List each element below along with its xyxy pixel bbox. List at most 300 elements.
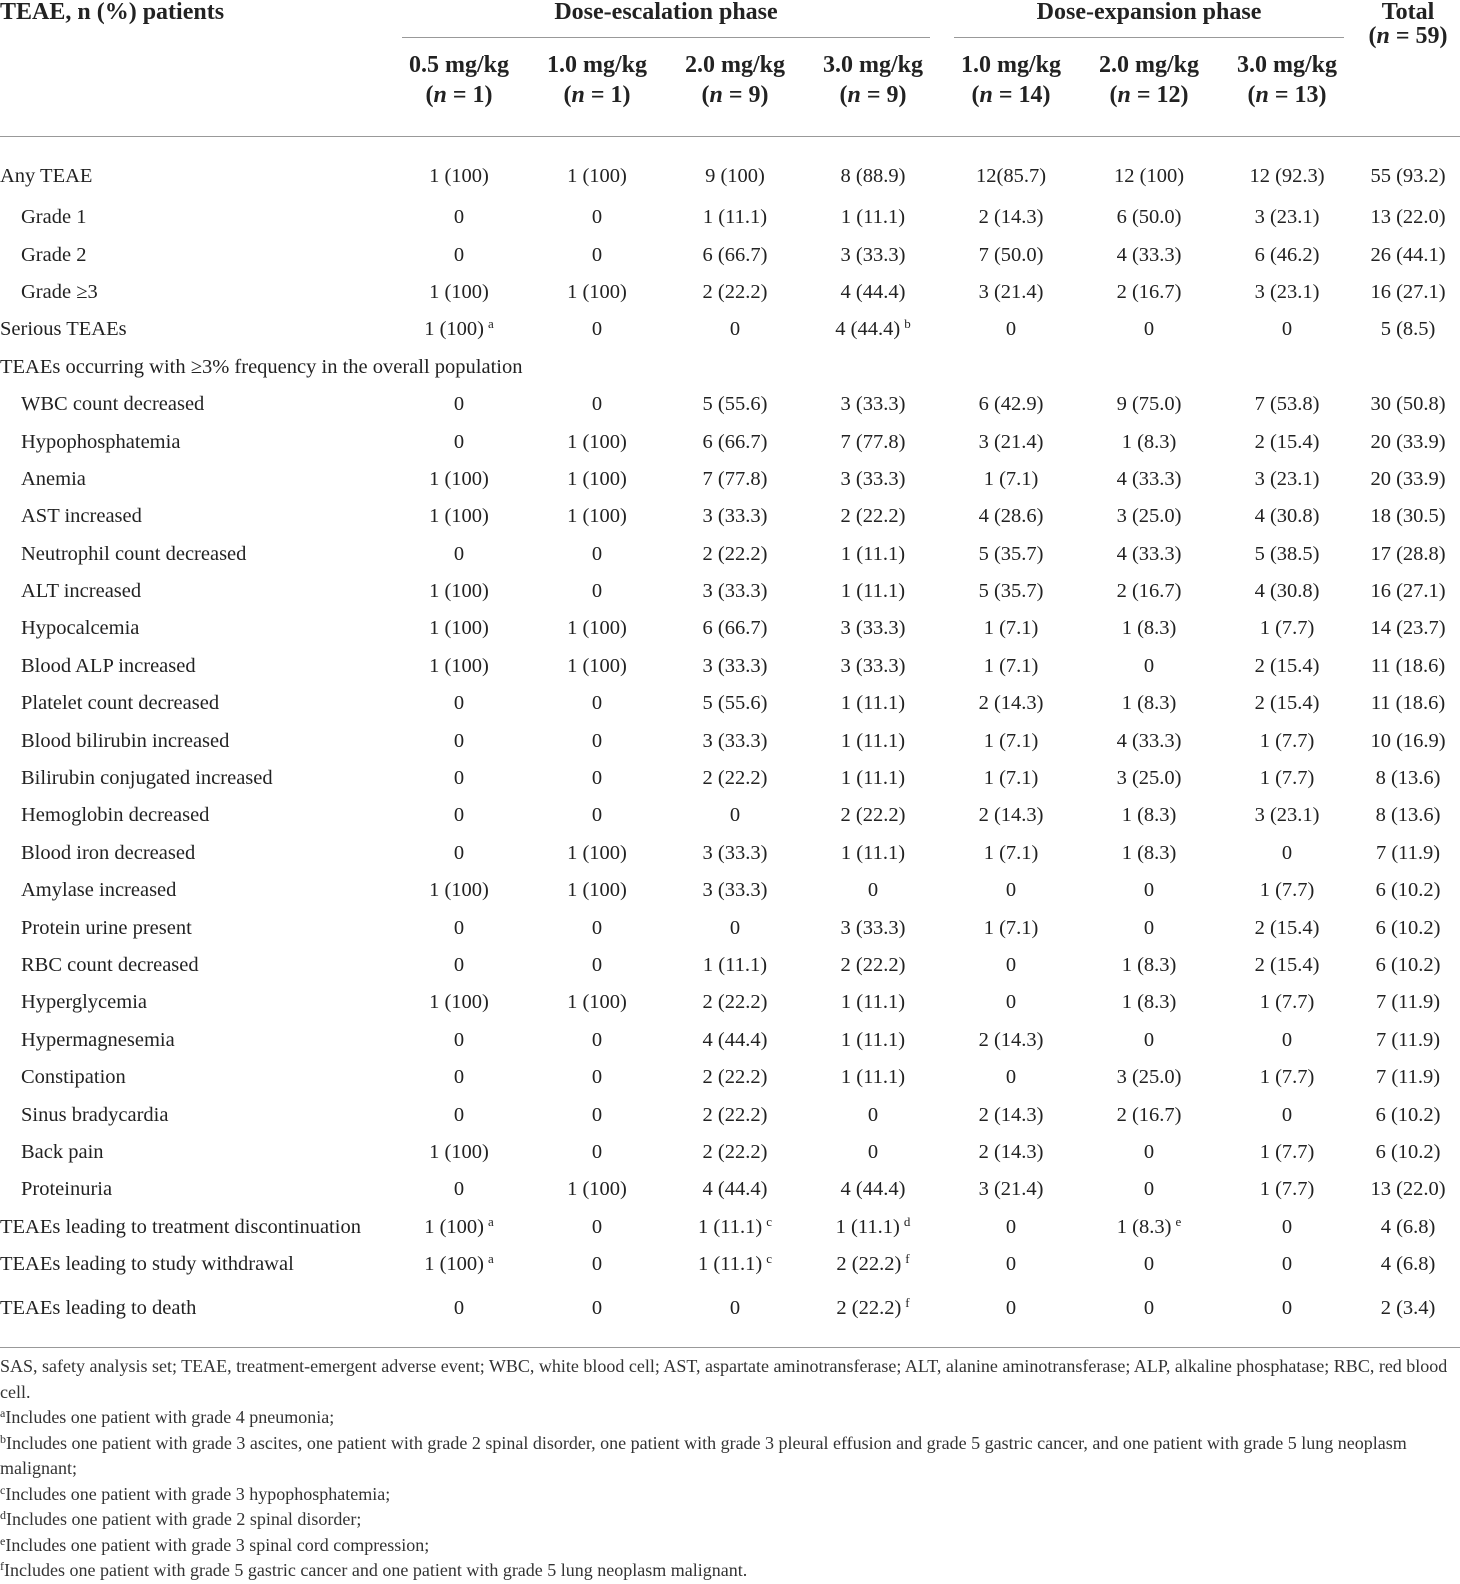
- row-label: Grade 2: [21, 243, 87, 266]
- footnote: [0, 1431, 1460, 1482]
- total-n: (n = 59): [1368, 23, 1448, 49]
- table-cell: 1 (100): [429, 991, 489, 1014]
- table-cell: 3 (33.3): [840, 654, 906, 677]
- table-cell: 0: [729, 318, 741, 341]
- row-label: Anemia: [21, 467, 86, 490]
- table-cell: 0: [453, 729, 465, 752]
- footnote-marker: c: [766, 1213, 772, 1229]
- row-label: Sinus bradycardia: [21, 1103, 169, 1126]
- table-cell: 1 (7.1): [983, 767, 1039, 790]
- total-label: Total: [1381, 0, 1435, 25]
- table-cell: 8 (13.6): [1375, 767, 1441, 790]
- table-row: [0, 573, 1460, 610]
- table-cell: 7 (77.8): [702, 467, 768, 490]
- table-cell: 4 (33.3): [1116, 243, 1182, 266]
- table-row: [0, 872, 1460, 909]
- row-label: Blood bilirubin increased: [21, 729, 230, 752]
- table-cell: 10 (16.9): [1370, 729, 1446, 752]
- table-cell: 2 (16.7): [1116, 1103, 1182, 1126]
- table-cell: 0: [1143, 1253, 1155, 1276]
- table-cell: 1 (100): [567, 164, 627, 187]
- table-cell: 1 (100): [429, 879, 489, 902]
- footnote-mark: a: [0, 1406, 6, 1421]
- table-cell: 4 (44.4) $^b$: [835, 316, 911, 341]
- table-cell: 0: [528, 1283, 666, 1348]
- table-cell: 2 (15.4): [1254, 954, 1320, 976]
- table-cell: 0: [453, 243, 465, 266]
- table-cell: 7 (11.9): [1375, 1028, 1441, 1051]
- footnote-marker: b: [904, 316, 911, 332]
- table-cell: 9 (75.0): [1116, 393, 1182, 416]
- footnote-mark: b: [0, 1431, 6, 1446]
- table-cell: 30 (50.8): [1370, 393, 1446, 416]
- table-cell: 1 (100): [567, 841, 627, 864]
- footnote-marker: a: [488, 1213, 494, 1229]
- table-cell: 0: [1143, 318, 1155, 341]
- table-cell: 1 (11.1): [840, 542, 906, 565]
- dose-n: (n = 9): [701, 82, 769, 108]
- table-cell: 3 (33.3): [840, 617, 906, 640]
- group-label-escalation: Dose-escalation phase: [554, 0, 778, 25]
- table-cell: 0: [591, 393, 603, 416]
- footnote-mark: e: [0, 1533, 6, 1548]
- row-label: Hypophosphatemia: [21, 430, 181, 453]
- footnote-mark: d: [0, 1508, 6, 1523]
- footnote-marker: f: [905, 1294, 910, 1310]
- table-cell: 2 (22.2): [840, 505, 906, 528]
- table-body: [0, 137, 1460, 1348]
- table-cell: 20 (33.9): [1370, 430, 1446, 453]
- table-cell: 0: [729, 804, 741, 827]
- dose-column-header: [390, 38, 528, 137]
- group-underline: [954, 37, 1344, 38]
- table-cell: 0: [1143, 1178, 1155, 1201]
- row-label: Amylase increased: [21, 879, 177, 902]
- table-cell: 4 (44.4): [840, 280, 906, 303]
- table-row: [0, 498, 1460, 535]
- table-cell: 6 (66.7): [702, 243, 768, 266]
- table-cell: 0: [591, 954, 603, 976]
- table-cell: 1 (8.3): [1121, 954, 1177, 976]
- table-cell: 3 (33.3): [702, 505, 768, 528]
- table-cell: 1 (100): [567, 280, 627, 303]
- dose-column-header: [528, 38, 666, 137]
- table-cell: 16 (27.1): [1370, 280, 1446, 303]
- table-cell: 1 (8.3): [1121, 991, 1177, 1014]
- table-cell: 1 (8.3): [1121, 617, 1177, 640]
- footnote-text: Includes one patient with grade 3 spinal cord compression;: [5, 1534, 430, 1555]
- table-cell: 6 (46.2): [1254, 243, 1320, 266]
- table-cell: 1 (8.3): [1121, 804, 1177, 827]
- table-row: [0, 685, 1460, 722]
- table-cell: 1 (100) $^a$: [424, 1251, 494, 1276]
- table-cell: 1 (8.3) $^e$: [1116, 1213, 1182, 1238]
- dose-column-header: [1218, 38, 1356, 137]
- table-cell: 1 (7.1): [983, 916, 1039, 939]
- table-cell: 1 (11.1): [702, 206, 768, 229]
- table-cell: 1 (8.3): [1121, 841, 1177, 864]
- table-cell: 2 (14.3): [978, 1028, 1044, 1051]
- dose-n: (n = 1): [425, 82, 493, 108]
- table-cell: 2 (15.4): [1254, 430, 1320, 453]
- footnote-marker: a: [488, 1251, 494, 1267]
- table-cell: 4 (33.3): [1116, 729, 1182, 752]
- table-cell: 0: [591, 1103, 603, 1126]
- table-cell: 0: [1143, 916, 1155, 939]
- table-cell: 3 (33.3): [840, 393, 906, 416]
- table-cell: 2 (22.2) $^f$: [836, 1251, 910, 1276]
- footnote-text: Includes one patient with grade 4 pneumonia;: [5, 1407, 335, 1428]
- table-cell: 4 (44.4): [702, 1028, 768, 1051]
- table-cell: 0: [453, 841, 465, 864]
- table-cell: 0: [1143, 879, 1155, 902]
- table-row: [0, 236, 1460, 273]
- table-cell: 3 (25.0): [1116, 505, 1182, 528]
- row-label: WBC count decreased: [21, 393, 205, 416]
- table-row: [0, 760, 1460, 797]
- table-cell: 0: [591, 542, 603, 565]
- table-cell: 0: [1281, 318, 1293, 341]
- dose-label: 2.0 mg/kg: [684, 52, 785, 78]
- row-label: TEAEs occurring with ≥3% frequency in the overall population: [0, 355, 523, 378]
- table-cell: 5 (55.6): [702, 393, 768, 416]
- table-cell: 20 (33.9): [1370, 467, 1446, 490]
- table-cell: 1 (100): [567, 654, 627, 677]
- table-cell: 3 (21.4): [978, 280, 1044, 303]
- dose-label: 0.5 mg/kg: [408, 52, 509, 78]
- table-cell: 0: [591, 804, 603, 827]
- table-cell: 7 (11.9): [1375, 991, 1441, 1014]
- table-cell: 1 (8.3): [1121, 430, 1177, 453]
- footnote-marker: c: [766, 1251, 772, 1267]
- table-cell: 3 (33.3): [702, 879, 768, 902]
- row-label: Bilirubin conjugated increased: [21, 767, 273, 790]
- table-cell: 0: [591, 692, 603, 715]
- table-row: [0, 1283, 1460, 1348]
- footnote-list: [0, 1405, 1460, 1584]
- table-cell: 4 (30.8): [1254, 505, 1320, 528]
- table-cell: 2 (22.2): [702, 1066, 768, 1089]
- group-header-expansion: [942, 0, 1356, 38]
- table-cell: 0: [453, 767, 465, 790]
- table-cell: 0: [1005, 1066, 1017, 1089]
- table-cell: 3 (25.0): [1116, 1066, 1182, 1089]
- dose-label: 1.0 mg/kg: [961, 52, 1062, 78]
- table-cell: 0: [453, 1066, 465, 1089]
- dose-n: (n = 9): [839, 82, 907, 108]
- table-cell: 4 (6.8): [1380, 1215, 1436, 1238]
- table-cell: 6 (10.2): [1375, 1103, 1441, 1126]
- row-label: ALT increased: [21, 580, 142, 603]
- table-cell: 55 (93.2): [1370, 164, 1446, 187]
- table-cell: 0: [666, 1283, 804, 1348]
- table-cell: 1 (7.7): [1259, 1178, 1315, 1201]
- table-cell: 0: [1281, 1253, 1293, 1276]
- table-cell: 0: [1281, 1028, 1293, 1051]
- table-row: [0, 199, 1460, 236]
- table-cell: 0: [1080, 1283, 1218, 1348]
- table-cell: 6 (42.9): [978, 393, 1044, 416]
- table-cell: 0: [1005, 879, 1017, 902]
- table-cell: 2 (22.2): [840, 954, 906, 976]
- row-label: TEAEs leading to study withdrawal: [0, 1253, 294, 1276]
- row-label: Serious TEAEs: [0, 318, 127, 341]
- table-cell: 1 (7.7): [1259, 879, 1315, 902]
- table-cell: 7 (50.0): [978, 243, 1044, 266]
- table-row: [0, 274, 1460, 311]
- table-cell: 5 (35.7): [978, 580, 1044, 603]
- footnote-text: Includes one patient with grade 5 gastric cancer and one patient with grade 5 lung neoplasm malignant.: [4, 1560, 748, 1581]
- table-cell: 0: [591, 1215, 603, 1238]
- table-row: [0, 461, 1460, 498]
- table-cell: 4 (6.8): [1380, 1253, 1436, 1276]
- table-row: [0, 536, 1460, 573]
- table-row: [0, 835, 1460, 872]
- footnote: [0, 1405, 1460, 1431]
- table-row: [0, 909, 1460, 946]
- footnote-mark: c: [0, 1482, 6, 1497]
- table-cell: 3 (23.1): [1254, 206, 1320, 229]
- dose-label: 2.0 mg/kg: [1099, 52, 1200, 78]
- table-cell: 3 (33.3): [840, 243, 906, 266]
- table-cell: 8 (88.9): [840, 164, 906, 187]
- table-cell: 0: [1005, 318, 1017, 341]
- table-cell: 13 (22.0): [1370, 1178, 1446, 1201]
- table-cell: 1 (7.1): [983, 841, 1039, 864]
- dose-column-header: [666, 38, 804, 137]
- table-cell: 1 (11.1) $^d$: [835, 1213, 911, 1238]
- row-label: TEAEs leading to death: [0, 1283, 390, 1348]
- table-cell: 1 (100) $^a$: [424, 316, 494, 341]
- table-row: [0, 311, 1460, 348]
- table-row: [0, 1059, 1460, 1096]
- table-footnotes: [0, 1354, 1460, 1584]
- footnote-marker: f: [905, 1251, 910, 1267]
- group-header-escalation: [390, 0, 942, 38]
- table-cell: 6 (10.2): [1375, 916, 1441, 939]
- table-cell: 0: [453, 954, 465, 976]
- dose-n: (n = 14): [971, 82, 1051, 108]
- table-cell: 18 (30.5): [1370, 505, 1446, 528]
- corner-label: TEAE, n (%) patients: [0, 0, 390, 137]
- table-cell: 7 (11.9): [1375, 841, 1441, 864]
- table-cell: 13 (22.0): [1370, 206, 1446, 229]
- table-row: [0, 1096, 1460, 1133]
- table-cell: 1 (100): [429, 580, 489, 603]
- table-cell: 0: [1143, 1140, 1155, 1163]
- table-cell: 16 (27.1): [1370, 580, 1446, 603]
- table-cell: 0: [591, 767, 603, 790]
- table-row: [0, 722, 1460, 759]
- table-cell: 0: [942, 1283, 1080, 1348]
- table-cell: 2 (14.3): [978, 1103, 1044, 1126]
- table-cell: 1 (100): [567, 991, 627, 1014]
- row-label: TEAEs leading to treatment discontinuation: [0, 1215, 361, 1238]
- dose-n: (n = 12): [1109, 82, 1189, 108]
- table-cell: 4 (33.3): [1116, 467, 1182, 490]
- table-cell: 0: [1281, 1215, 1293, 1238]
- table-cell: 5 (35.7): [978, 542, 1044, 565]
- table-cell: 1 (100): [567, 467, 627, 490]
- table-cell: 0: [591, 1066, 603, 1089]
- row-label: Constipation: [21, 1066, 126, 1089]
- table-cell: 1 (11.1): [840, 580, 906, 603]
- table-cell: 2 (22.2): [702, 280, 768, 303]
- table-cell: 0: [867, 1103, 879, 1126]
- table-cell: 2 (22.2): [702, 767, 768, 790]
- footnote-mark: f: [0, 1559, 4, 1574]
- table-cell: 1 (100): [567, 617, 627, 640]
- table-cell: 1 (11.1): [840, 767, 906, 790]
- table-cell: 0: [1281, 1103, 1293, 1126]
- row-label: Back pain: [21, 1140, 104, 1163]
- table-cell: 8 (13.6): [1375, 804, 1441, 827]
- table-cell: 2 (22.2): [702, 1140, 768, 1163]
- table-cell: 1 (100): [567, 505, 627, 528]
- table-cell: 1 (100): [429, 505, 489, 528]
- table-cell: 3 (33.3): [702, 841, 768, 864]
- table-cell: 6 (66.7): [702, 617, 768, 640]
- table-cell: 1 (100): [429, 164, 489, 187]
- table-cell: 0: [453, 542, 465, 565]
- table-cell: 1 (100): [429, 1140, 489, 1163]
- table-cell: 2 (14.3): [978, 692, 1044, 715]
- dose-column-header: [1080, 38, 1218, 137]
- table-row: [0, 1209, 1460, 1246]
- table-cell: 0: [1005, 1253, 1017, 1276]
- table-cell: 1 (11.1): [840, 1066, 906, 1089]
- dose-label: 1.0 mg/kg: [546, 52, 647, 78]
- dose-column-header: [804, 38, 942, 137]
- row-label: Proteinuria: [21, 1178, 113, 1201]
- table-cell: 0: [867, 879, 879, 902]
- table-cell: 0: [1281, 841, 1293, 864]
- table-cell: 0: [591, 916, 603, 939]
- table-cell: 0: [729, 916, 741, 939]
- table-cell: 0: [390, 1283, 528, 1348]
- table-cell: 0: [1005, 954, 1017, 976]
- footnote-text: Includes one patient with grade 3 hypophosphatemia;: [5, 1483, 391, 1504]
- table-cell: 0: [453, 1103, 465, 1126]
- table-row: [0, 984, 1460, 1021]
- table-cell: 17 (28.8): [1370, 542, 1446, 565]
- table-cell: 2 (22.2): [702, 991, 768, 1014]
- table-row: [0, 947, 1460, 984]
- table-cell: 4 (44.4): [702, 1178, 768, 1201]
- table-cell: 12 (100): [1114, 164, 1185, 187]
- table-cell: 3 (23.1): [1254, 280, 1320, 303]
- table-cell: 1 (11.1): [702, 954, 768, 976]
- table-row: [0, 1134, 1460, 1171]
- table-cell: 11 (18.6): [1370, 654, 1446, 677]
- row-label: AST increased: [21, 505, 142, 528]
- dose-label: 3.0 mg/kg: [823, 52, 924, 78]
- table-cell: 2 (15.4): [1254, 654, 1320, 677]
- table-cell: 3 (23.1): [1254, 804, 1320, 827]
- table-cell: 0: [591, 580, 603, 603]
- table-cell: 0: [591, 318, 603, 341]
- table-cell: 2 (16.7): [1116, 580, 1182, 603]
- table-row: [0, 1022, 1460, 1059]
- table-cell: 3 (33.3): [840, 916, 906, 939]
- table-cell: 2 (15.4): [1254, 916, 1320, 939]
- table-row: [0, 137, 1460, 200]
- table-cell: 1 (100): [429, 280, 489, 303]
- table-cell: 6 (10.2): [1375, 879, 1441, 902]
- table-cell: 1 (7.7): [1259, 1140, 1315, 1163]
- table-cell: 3 (33.3): [702, 654, 768, 677]
- table-cell: 0: [453, 1028, 465, 1051]
- table-cell: 1 (7.7): [1259, 767, 1315, 790]
- table-cell: 3 (25.0): [1116, 767, 1182, 790]
- table-cell: 0: [591, 1140, 603, 1163]
- row-label: Platelet count decreased: [21, 692, 220, 715]
- table-cell: 2 (14.3): [978, 804, 1044, 827]
- table-row: [0, 386, 1460, 423]
- row-label: Hypermagnesemia: [21, 1028, 175, 1051]
- table-cell: 6 (50.0): [1116, 206, 1182, 229]
- table-row: [0, 648, 1460, 685]
- table-cell: 1 (100): [567, 1178, 627, 1201]
- dose-n: (n = 13): [1247, 82, 1327, 108]
- table-cell: 4 (33.3): [1116, 542, 1182, 565]
- table-cell: 0: [453, 206, 465, 229]
- table-cell: 12(85.7): [976, 164, 1047, 187]
- table-cell: 11 (18.6): [1370, 692, 1446, 715]
- table-cell: 0: [591, 243, 603, 266]
- table-cell: 2 (14.3): [978, 206, 1044, 229]
- group-underline: [402, 37, 930, 38]
- abbreviations-note: SAS, safety analysis set; TEAE, treatment-emergent adverse event; WBC, white blood cell; AST, aspartate aminotransferase; ALT, alanine aminotransferase; ALP, alkaline phosphatase; RBC, red blood cell.: [0, 1356, 1448, 1402]
- table-cell: 0: [453, 804, 465, 827]
- table-row: [0, 1246, 1460, 1283]
- table-cell: 3 (33.3): [702, 580, 768, 603]
- table-cell: 0: [1143, 1028, 1155, 1051]
- table-cell: 12 (92.3): [1249, 164, 1325, 187]
- table-cell: 6 (66.7): [702, 430, 768, 453]
- table-cell: 4 (28.6): [978, 505, 1044, 528]
- table-cell: 0: [591, 729, 603, 752]
- table-cell: 1 (100): [567, 430, 627, 453]
- table-row: [0, 610, 1460, 647]
- table-cell: 1 (100): [429, 467, 489, 490]
- row-label: Any TEAE: [0, 164, 93, 187]
- table-cell: 1 (11.1): [840, 1028, 906, 1051]
- footnote: [0, 1533, 1460, 1559]
- row-label: Hemoglobin decreased: [21, 804, 210, 827]
- table-cell: 6 (10.2): [1375, 1140, 1441, 1163]
- table-cell: 1 (11.1) $^c$: [698, 1213, 772, 1238]
- table-cell: 1 (11.1): [840, 729, 906, 752]
- table-cell: 1 (11.1) $^c$: [698, 1251, 772, 1276]
- dose-label: 3.0 mg/kg: [1237, 52, 1338, 78]
- table-cell: 1 (100) $^a$: [424, 1213, 494, 1238]
- table-cell: 9 (100): [705, 164, 765, 187]
- table-row: [0, 797, 1460, 834]
- table-cell: 1 (100): [429, 654, 489, 677]
- row-label: Protein urine present: [21, 916, 192, 939]
- row-label: Neutrophil count decreased: [21, 542, 247, 565]
- total-header: [1356, 0, 1460, 137]
- row-label: Grade 1: [21, 206, 87, 229]
- table-cell: 7 (53.8): [1254, 393, 1320, 416]
- table-cell: 1 (7.7): [1259, 991, 1315, 1014]
- table-cell: 3 (23.1): [1254, 467, 1320, 490]
- table-cell: 1 (7.7): [1259, 1066, 1315, 1089]
- table-cell: 14 (23.7): [1370, 617, 1446, 640]
- footnote-marker: d: [903, 1213, 911, 1229]
- table-row: [0, 423, 1460, 460]
